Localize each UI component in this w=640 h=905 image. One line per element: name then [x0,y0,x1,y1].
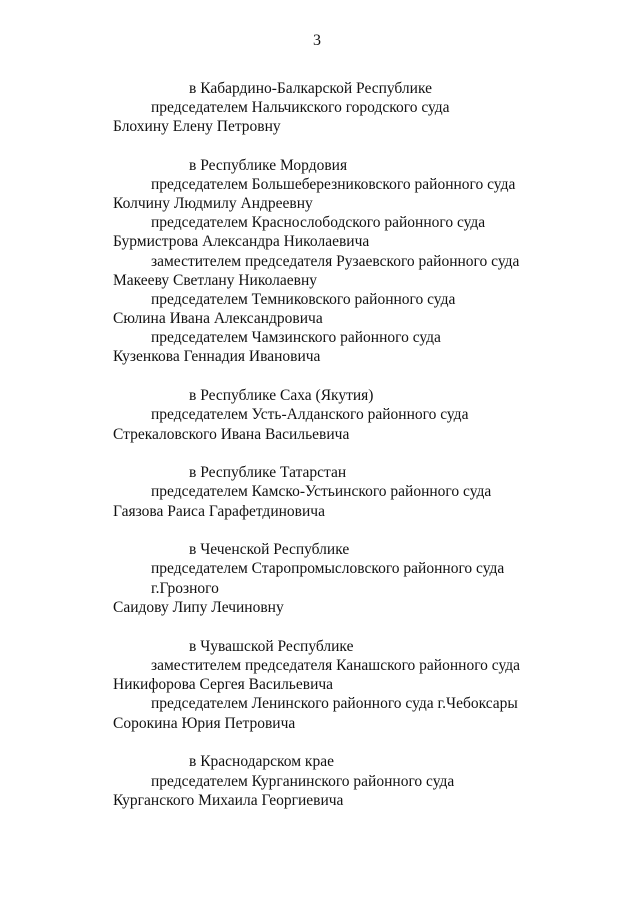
person-name: Сорокина Юрия Петровича [113,715,296,732]
region-heading: в Республике Татарстан [189,464,347,481]
person-name: Блохину Елену Петровну [113,118,281,135]
region-heading: в Краснодарском крае [189,753,334,770]
person-name: Курганского Михаила Георгиевича [113,792,344,809]
position-line: председателем Темниковского районного суда [151,291,456,308]
person-name: Колчину Людмилу Андреевну [113,195,313,212]
region-heading: в Республике Саха (Якутия) [189,387,374,404]
position-line-continued: г.Грозного [151,580,219,597]
position-line: заместителем председателя Канашского районного суда [151,657,521,674]
position-line: заместителем председателя Рузаевского районного суда [151,253,520,270]
position-line: председателем Нальчикского городского суда [151,99,450,116]
person-name: Бурмистрова Александра Николаевича [113,233,370,250]
position-line: председателем Усть-Алданского районного суда [151,406,469,423]
position-line: председателем Чамзинского районного суда [151,329,441,346]
person-name: Сюлина Ивана Александровича [113,310,323,327]
person-name: Стрекаловского Ивана Васильевича [113,426,350,443]
position-line: председателем Ленинского районного суда г.Чебоксары [151,695,518,712]
region-heading: в Чеченской Республике [189,541,350,558]
position-line: председателем Камско-Устьинского районного суда [151,483,492,500]
region-heading: в Кабардино-Балкарской Республике [189,80,432,97]
person-name: Макееву Светлану Николаевну [113,272,317,289]
page-number: 3 [313,32,321,49]
person-name: Саидову Липу Лечиновну [113,599,284,616]
position-line: председателем Старопромысловского районного суда [151,560,505,577]
region-heading: в Чувашской Республике [189,638,354,655]
person-name: Гаязова Раиса Гарафетдиновича [113,503,325,520]
position-line: председателем Курганинского районного суда [151,773,455,790]
person-name: Кузенкова Геннадия Ивановича [113,348,321,365]
position-line: председателем Краснослободского районного суда [151,214,486,231]
person-name: Никифорова Сергея Васильевича [113,676,334,693]
position-line: председателем Большеберезниковского районного суда [151,176,516,193]
region-heading: в Республике Мордовия [189,157,348,174]
